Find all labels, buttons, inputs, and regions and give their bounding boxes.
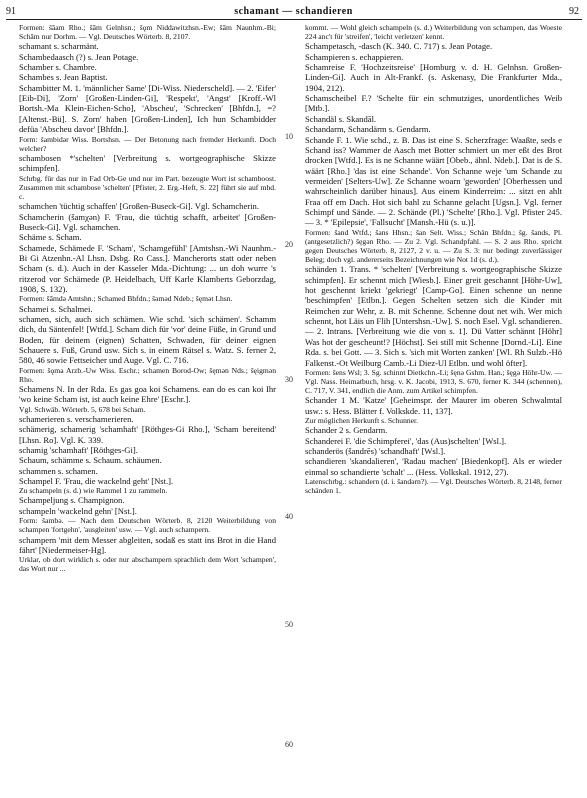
dictionary-entry: schammen s. schamen. bbox=[19, 465, 98, 476]
dictionary-entry: schandieren 'skandalieren', 'Radau machen' [Biedenkopf]. Als er wieder einmal so schandierte 'schalt' ... (Hess. Volkskal. 1912, 27). bbox=[305, 456, 562, 477]
etymology-note: Latenschrbg.: schandern (d. i. šandǝrn?). — Vgl. Deutsches Wörterb. 8, 2148, ferner schänden 1. bbox=[305, 477, 562, 496]
dictionary-entry: Schamscheibel F.? 'Schelte für ein schmutziges, unordentliches Weib [Mtb.]. bbox=[305, 93, 562, 114]
etymology-note: Form: šambidər Wiss. Bortshsn. — Der Betonung nach fremder Herkunft. Doch welcher? bbox=[19, 134, 276, 153]
dictionary-entry: schampeln 'wackelnd gehn' [Nst.]. bbox=[19, 505, 137, 516]
page-number-left: 91 bbox=[6, 6, 16, 17]
line-number: 20 bbox=[285, 240, 293, 249]
etymology-note: kommt. — Wohl gleich schampeln (s. d.) Weiterbildung von schampen, das Woeste 224 anc't für 'streifen', 'leicht verletzen' kennt. bbox=[305, 23, 562, 42]
dictionary-entry: schampern 'mit dem Messer abgleiten, sodaß es statt ins Brot in die Hand fährt' [Niedermeiser-Hg]. bbox=[19, 534, 276, 555]
etymology-note: Vgl. Schwäb. Wörterb. 5, 678 bei Scham. bbox=[19, 404, 146, 414]
etymology-note: Formen: šens Wsl; 3. Sg. schinnt Dietkchn.-Li; šęnǝ Gshm. Han.; šęgǝ Höhr-Uw. — Vgl. Nass. Heimatbuch, hrsg. v. K. Jacobi, 1913, S. 670, ferner K. 344 (schennen), C. 717, V. 341, endlich die Anm. zum Artikel schimpfen. bbox=[305, 367, 562, 396]
dictionary-entry: Schamei s. Schalmei. bbox=[19, 303, 93, 314]
dictionary-entry: schambosen *'schelten' [Verbreitung s. wortgeographische Skizze schimpfen]. bbox=[19, 152, 276, 174]
dictionary-entry: Schamens N. In der Rda. Es gas goa koi Schamens. ean do es can koi Ihr 'wo keine Scham ist, ist auch keine Ehre' [Eschr.]. bbox=[19, 383, 276, 405]
page-number-right: 92 bbox=[569, 6, 579, 17]
dictionary-entry: Schambes s. Jean Baptist. bbox=[19, 72, 108, 83]
running-title: schamant — schandieren bbox=[234, 6, 353, 17]
dictionary-entry: Schamber s. Chambre. bbox=[19, 62, 97, 73]
dictionary-entry: schamig 'schamhaft' [Röthges-Gi]. bbox=[19, 444, 138, 455]
etymology-note: Formen: šǫma Arzb.-Uw Wiss. Eschr.; schamen Borod-Ow; šęmǝn Nds.; šęigmǝn Rho. bbox=[19, 365, 276, 384]
etymology-note: Formen: šand Wtfd.; šans Hhsn.; šan Selt. Wiss.; Schän Bhfdn.; šg. šands, Pl. (antgesetzlich?) šęgǝn Rho. — Zu 2. Vgl. Schandpfahl. — S. 2 aus Rho. spricht gegen Deutsches Wörterb. 8, 2127, 2 v. u. — Zu S. 3: nur bedingt zuverlässiger Beleg; doch vgl. andererseits Bezeichnungen wie Not 1d (s. d.). bbox=[305, 227, 562, 265]
left-column bbox=[19, 23, 276, 574]
dictionary-entry: schanderös (šandrēs) 'schandhaft' [Wsl.]. bbox=[305, 446, 446, 457]
dictionary-entry: Schambedaasch (?) s. Jean Potage. bbox=[19, 51, 139, 62]
dictionary-entry: Schaum, schämme s. Schaum. schäumen. bbox=[19, 455, 162, 466]
dictionary-entry: schämerig, schamerig 'schamhaft' [Röthges-Gi Rho.], 'Scham bereitend' [Lhsn. Ro]. Vgl. K. 339. bbox=[19, 424, 276, 445]
dictionary-entry: Schampel F. 'Frau, die wackelnd geht' [Nst.]. bbox=[19, 475, 174, 486]
header-rule bbox=[6, 19, 582, 20]
dictionary-entry: schänden 1. Trans. * 'schelten' [Verbreitung s. wortgeographische Skizze schimpfen]. Er schennt mich [Wiesb.]. Einer greit geschannt [Höhr-Uw], hot geschennt kriekt 'gekriegt' [Camp-Go]. Einen schenne un nenne 'beschimpfen' [Etlbn.]. Gegen Schelten setzen sich die Kinder mit Reimchen zur Wehr, z. B. mit Schenne. Schenne dout net wih. Wer mich schennt, hot Läis un Flih [Untershsn.-Uw]. S. noch Esel. Vgl. schandieren. — 2. Intrans. [Verbreitung wie die von s. 1]. Dü Vatter schännt [Höhr] Was hot der gescheunt!? [Höchst]. Sei still mit Schenne [Dornd.-Li]. Eine Rda. s. bei Gott. — 3. Sich s. 'sich mit Worten zanken' [Wl. Rh Sulzb.-Hö Falkenst.-Ot Weilburg Camb.-Li Diez-Ul Etlbn. und wohl öfter]. bbox=[305, 264, 562, 368]
etymology-note: Formen: šāam Rho.; šām Gelnhsn.; šǫm Niddawitzhsn.-Ew; šām Naunhm.-Bi; Schām nur Dorhm. — Vgl. Deutsches Wörterb. 8, 2107. bbox=[19, 23, 276, 42]
line-number: 50 bbox=[285, 620, 293, 629]
dictionary-entry: Schampeljung s. Champignon. bbox=[19, 495, 125, 506]
dictionary-entry: schamen, sich, auch sich schämen. Wie schd. 'sich schämen'. Schamm dich, du Säntenfel! [Wtfd.]. Scham dich für 'vor' deine Füße, in Grund und Boden, für deinem (eignen) Schatten, Schwaden, für deiner eignen Schauere s. Fuß, Grund usw. Sich s. in einem Rätsel s. Watz. S. ferner 2, 580, 46 sowie Fettseicher und Auge. Vgl. C. 716. bbox=[19, 313, 276, 366]
etymology-note: Zur möglichen Herkunft s. Schunner. bbox=[305, 416, 419, 426]
dictionary-entry: Schander 1 M. 'Katze' [Geheimspr. der Maurer im oberen Schwalmtal usw.: s. Hess. Blätter f. Volkskde. 11, 137]. bbox=[305, 395, 562, 416]
dictionary-entry: schamchen 'tüchtig schaffen' [Großen-Buseck-Gi]. Vgl. Schamcherin. bbox=[19, 201, 259, 212]
dictionary-entry: Schampieren s. echappieren. bbox=[305, 51, 404, 62]
dictionary-entry: Schande F. 1. Wie schd., z. B. Das ist eine S. Scherzfrage: Waaßte, seds e Schand iss? Wammer de Aasch met Botter schmiert un mer eßt des Brot drocken [Wtfd.]. Es is ne Schanne wäärt [Obeb., ähnl. Ndeb.]. Dat is de S. wäärt [Rho.] 'das ist eine Schande'. Von Schanne weje 'um Schande zu vermeiden' [Selters-Uw]. Ze Schanne woarn 'geworden' [Oberhessen und wahrscheinlich darüber hinaus]. Aus einem Kinderreim: ... sitzt en ahlt Fraa off em Dach. Hot sich bahl zu Schanne gelacht [Ugsn.]. Vgl. ferner Schimpf und Sände. — 2. Schände (Pl.) 'Schelte' [Rho.]. Vgl. Pfister 245. — 3. * 'Epilepsie', 'Fallsucht' [Mansh.-Hü (s. u.)]. bbox=[305, 134, 562, 228]
line-number: 40 bbox=[285, 512, 293, 521]
dictionary-entry: schamant s. scharmänt. bbox=[19, 41, 99, 52]
etymology-note: Schrbg. für das nur in Fad Orb-Ge und nur im Part. bezeugte Wort ist schamboost. Zusammen mit schambose 'schelten' [Pfister, 2. Erg.-Heft, S. 22] führt sie auf mhd. c. bbox=[19, 173, 276, 201]
right-column bbox=[305, 23, 562, 495]
line-number: 60 bbox=[285, 740, 293, 749]
dictionary-entry: Schander 2 s. Gendarm. bbox=[305, 425, 388, 436]
dictionary-entry: Schandäl s. Skandāl. bbox=[305, 113, 377, 124]
dictionary-entry: Schamreise F. 'Hochzeitsreise' [Homburg v. d. H. Gelnhsn. Großen-Linden-Gi]. Auch in Alt-Frankf. (s. Askenasy, Die Frankfurter Mda., 1904, 212). bbox=[305, 62, 562, 93]
dictionary-entry: Schäme s. Scham. bbox=[19, 232, 82, 243]
dictionary-entry: Schampetasch, -dasch (K. 340. C. 717) s. Jean Potage. bbox=[305, 41, 493, 52]
dictionary-entry: Schambitter M. 1. 'männlicher Same' [Di-Wiss. Niederscheld]. — 2. 'Eifer' [Eib-Di], 'Zorn' [Großen-Linden-Gi], 'Respekt', 'Angst' [Kroff.-Wl Bortsh.-Ma Klein-Eichen-Scho], 'Abscheu', 'Schrecken' [Bhfdn.], =? [Altenst.-Bü]. S. Zorn' haben [Großen-Linden], Ich hun Schambidder defüa 'Abscheu davor' [Bhfdn.]. bbox=[19, 82, 276, 135]
dictionary-entry: Schamede, Schämede F. 'Scham', 'Schamgefühl' [Amtshsn.-Wi Naunhm.-Bi Gi Atzenhn.-Al Lhsn. Dsbg. Ro Cass.]. Mancherorts statt oder neben Scham (s. d.). Auch in der Kasseler Mda.-Dichtung: ... un doh wurre 's ritzerod vor Schämede (P. Heidelbach, Uff Karle Klamberts Geborzdag, 1908, S. 132). bbox=[19, 242, 276, 294]
etymology-note: Zu schampeln (s. d.) wie Rammel 1 zu rammeln. bbox=[19, 486, 168, 496]
line-number: 10 bbox=[285, 132, 293, 141]
dictionary-entry: schamerieren s. verschamerieren. bbox=[19, 413, 134, 424]
page-header bbox=[0, 6, 587, 20]
dictionary-entry: Schamcherin (šamχǝn) F. 'Frau, die tüchtig schafft, arbeitet' [Großen-Buseck-Gi]. Vgl. schamchen. bbox=[19, 211, 276, 232]
etymology-note: Urklar, ob dort wirklich s. oder nur abschampern sprachlich dem Wort 'schampen', das Wort nur ... bbox=[19, 555, 276, 574]
line-number: 30 bbox=[285, 375, 293, 384]
dictionary-entry: Schandarm, Schandärm s. Gendarm. bbox=[305, 124, 431, 135]
etymology-note: Formen: šāmdə Amtshn.; Schamed Bhfdn.; šǝmǝd Ndeb.; šęmǝt Lhsn. bbox=[19, 294, 233, 304]
etymology-note: Form: šambǝ. — Nach dem Deutschen Wörterb. 8, 2120 Weiterbildung von schampen 'fortgehn', 'ausgleiten' usw. — Vgl. auch schampern. bbox=[19, 516, 276, 535]
dictionary-entry: Schanderei F. 'die Schimpferei', 'das (Aus)schelten' [Wsl.]. bbox=[305, 435, 507, 446]
